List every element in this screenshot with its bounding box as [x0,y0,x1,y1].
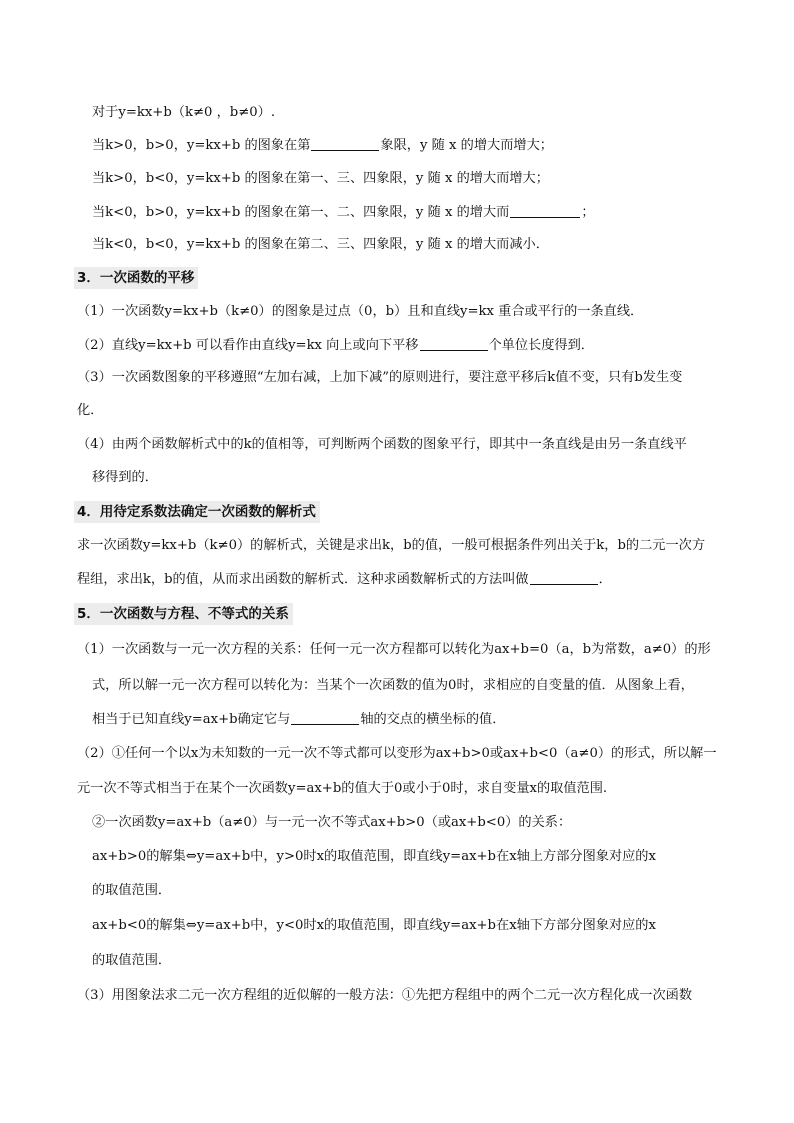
section3-item-2-text-end: 个单位长度得到． [488,338,594,353]
answer-blank-method[interactable] [530,570,598,585]
section5-item-2-line6: ax+b<0的解集⇔y=ax+b中，y<0时x的取值范围，即直线y=ax+b在x轴下方部分图象对应的x [92,918,656,933]
section3-item-3-line1: （3）一次函数图象的平移遵照“左加右减，上加下减”的原则进行，要注意平移后k值不变，只有b发生变 [77,370,683,385]
section5-item-1-line3 [92,710,505,729]
section3-item-2 [77,336,594,355]
section3-item-4-line1: （4）由两个函数解析式中的k的值相等，可判断两个函数的图象平行，即其中一条直线是由另一条直线平 [77,437,687,452]
answer-blank-units[interactable] [420,336,488,351]
section5-item-2-line2: 元一次不等式相当于在某个一次函数y=ax+b的值大于0或小于0时，求自变量x的取值范围. [77,781,608,796]
case-1 [92,136,553,155]
section5-item-2-line4: ax+b>0的解集⇔y=ax+b中，y>0时x的取值范围，即直线y=ax+b在x轴上方部分图象对应的x [92,849,656,864]
answer-blank-quadrant[interactable] [311,136,379,151]
case-1-text: 当k>0，b>0，y=kx+b 的图象在第 [92,138,311,153]
section4-line2 [77,570,612,589]
section-heading-4: 4．用待定系数法确定一次函数的解析式 [74,501,320,523]
section-heading-3: 3．一次函数的平移 [74,267,198,289]
section2-intro: 对于y=kx+b（k≠0 ，b≠0）. [92,105,276,120]
section4-line2-text-end: ． [598,572,612,587]
section3-item-3-line2: 化． [77,403,104,418]
section3-item-2-text: （2）直线y=kx+b 可以看作由直线y=kx 向上或向下平移 [77,338,419,353]
section4-line1: 求一次函数y=kx+b（k≠0）的解析式，关键是求出k，b的值，一般可根据条件列出关于k，b的二元一次方 [77,538,706,553]
section-heading-5: 5．一次函数与方程、不等式的关系 [74,603,293,625]
answer-blank-trend[interactable] [510,203,580,218]
case-3 [92,203,595,222]
section5-item-2-line1: （2）①任何一个以x为未知数的一元一次不等式都可以变形为ax+b>0或ax+b<0（a≠0）的形式，所以解一 [77,746,717,761]
answer-blank-axis[interactable] [291,710,359,725]
section4-line2-text: 程组，求出k，b的值，从而求出函数的解析式．这种求函数解析式的方法叫做 [77,572,529,587]
section5-item-1-line3-text-end: 轴的交点的横坐标的值． [360,712,506,727]
section5-item-1-line2: 式，所以解一元一次方程可以转化为：当某个一次函数的值为0时，求相应的自变量的值．从图象上看， [92,678,694,693]
section5-item-2-line7: 的取值范围． [92,953,172,968]
case-2: 当k>0，b<0，y=kx+b 的图象在第一、三、四象限，y 随 x 的增大而增大； [92,171,549,186]
case-3-text-end: ； [581,205,595,220]
case-3-text: 当k<0，b>0，y=kx+b 的图象在第一、二、四象限，y 随 x 的增大而 [92,205,510,220]
section5-item-2-line3: ②一次函数y=ax+b（a≠0）与一元一次不等式ax+b>0（或ax+b<0）的关系： [92,815,572,830]
section3-item-1: （1）一次函数y=kx+b（k≠0）的图象是过点（0，b）且和直线y=kx 重合或平行的一条直线． [77,304,644,319]
section5-item-1-line1: （1）一次函数与一元一次方程的关系：任何一元一次方程都可以转化为ax+b=0（a，b为常数，a≠0）的形 [77,642,711,657]
case-4: 当k<0，b<0，y=kx+b 的图象在第二、三、四象限，y 随 x 的增大而减小． [92,237,549,252]
section3-item-4-line2: 移得到的． [92,470,158,485]
section5-item-3-line1: （3）用图象法求二元一次方程组的近似解的一般方法：①先把方程组中的两个二元一次方程化成一次函数 [77,988,693,1003]
section5-item-2-line5: 的取值范围． [92,883,172,898]
case-1-text-end: 象限，y 随 x 的增大而增大； [380,138,553,153]
section5-item-1-line3-text: 相当于已知直线y=ax+b确定它与 [92,712,291,727]
